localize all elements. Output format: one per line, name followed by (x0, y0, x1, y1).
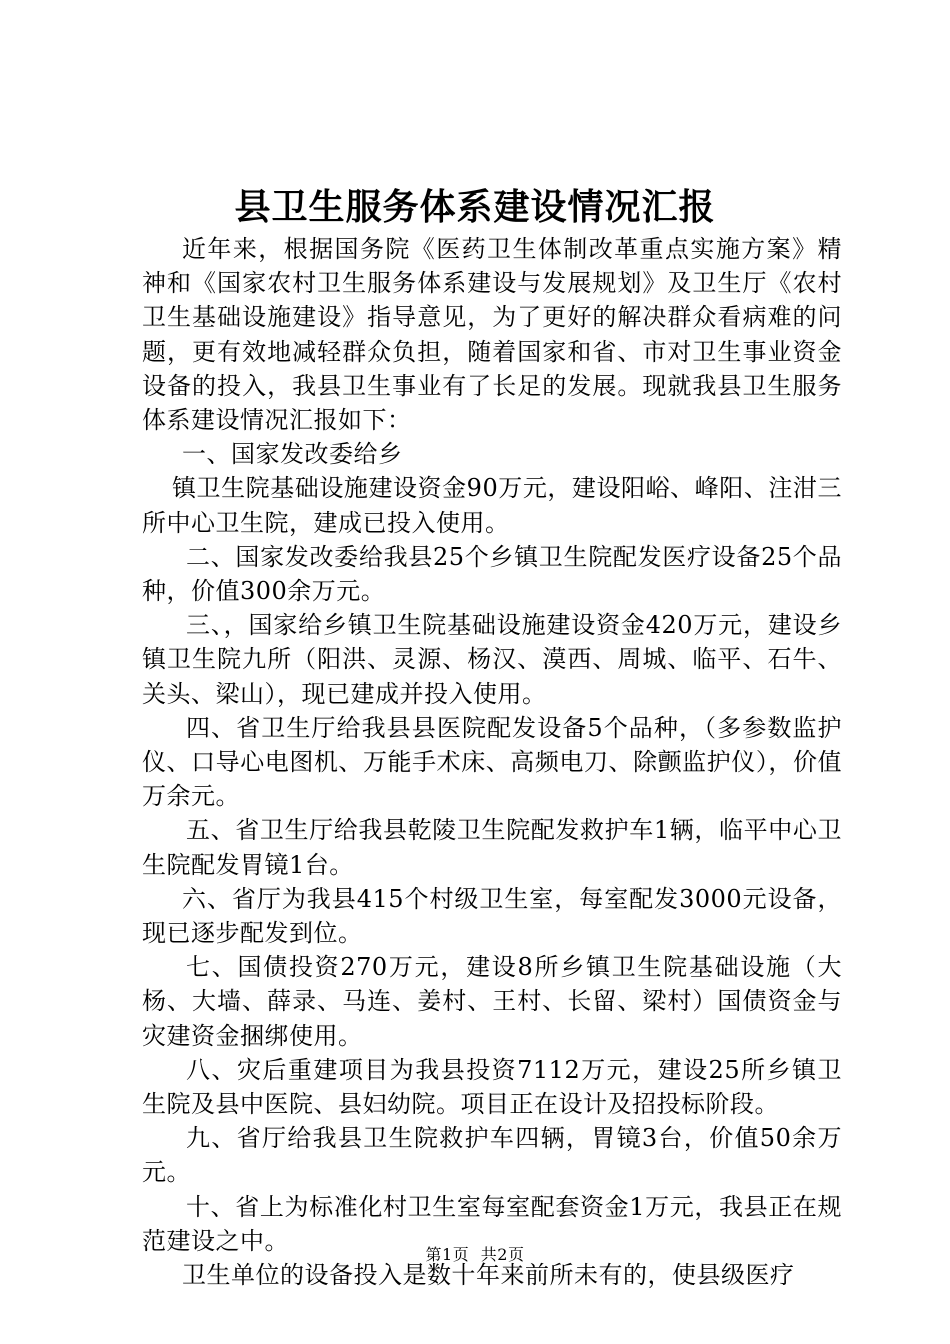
paragraph-closing: 卫生单位的设备投入是数十年来前所未有的，使县级医疗 (182, 1261, 795, 1290)
paragraph-item-2: 二、国家发改委给我县25个乡镇卫生院配发医疗设备25个品种，价值300余万元。 (142, 542, 842, 606)
paragraph-intro: 近年来，根据国务院《医药卫生体制改革重点实施方案》精神和《国家农村卫生服务体系建设与发展规划》及卫生厅《农村卫生基础设施建设》指导意见，为了更好的解决群众看病难的问题，更有效地减轻群众负担，随着国家和省、市对卫生事业资金设备的投入，我县卫生事业有了长足的发展。现就我县卫生服务体系建设情况汇报如下： (142, 235, 842, 435)
paragraph-item-5: 五、省卫生厅给我县乾陵卫生院配发救护车1辆，临平中心卫生院配发胃镜1台。 (142, 816, 842, 879)
document-body (142, 232, 842, 1292)
paragraph-item-6: 六、省厅为我县415个村级卫生室，每室配发3000元设备，现已逐步配发到位。 (142, 884, 842, 948)
page-footer (0, 1243, 950, 1267)
paragraph-item-10: 十、省上为标准化村卫生室每室配套资金1万元，我县正在规范建设之中。 (142, 1192, 842, 1255)
paragraph-item-1-heading: 一、国家发改委给乡 (182, 440, 403, 469)
paragraph-item-4: 四、省卫生厅给我县县医院配发设备5个品种，（多参数监护仪、口导心电图机、万能手术床、高频电刀、除颤监护仪），价值万余元。 (142, 713, 842, 811)
document-title: 县卫生服务体系建设情况汇报 (234, 186, 716, 228)
paragraph-item-1-body: 镇卫生院基础设施建设资金90万元，建设阳峪、峰阳、注泔三所中心卫生院，建成已投入使用。 (142, 474, 842, 537)
paragraph-item-3: 三、，国家给乡镇卫生院基础设施建设资金420万元，建设乡镇卫生院九所（阳洪、灵源、杨汉、漠西、周城、临平、石牛、关头、梁山），现已建成并投入使用。 (142, 611, 842, 708)
paragraph-item-9: 九、省厅给我县卫生院救护车四辆，胃镜3台，价值50余万元。 (142, 1124, 842, 1187)
page-number-total: 共2页 (480, 1245, 525, 1264)
paragraph-item-7: 七、国债投资270万元，建设8所乡镇卫生院基础设施（大杨、大墙、薛录、马连、姜村、王村、长留、梁村）国债资金与灾建资金捆绑使用。 (142, 953, 842, 1050)
paragraph-item-8: 八、灾后重建项目为我县投资7112万元，建设25所乡镇卫生院及县中医院、县妇幼院。项目正在设计及招投标阶段。 (142, 1055, 842, 1119)
page-number-current: 第1页 (425, 1245, 470, 1264)
